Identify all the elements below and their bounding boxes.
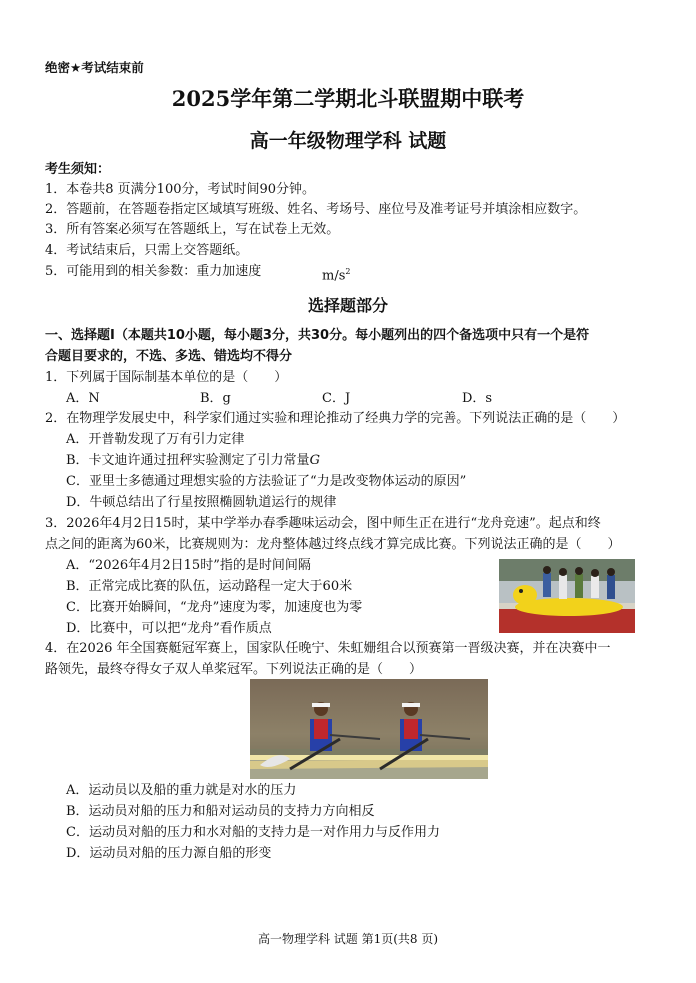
section-title: 选择题部分: [307, 296, 388, 315]
q1-option-c: C．J: [322, 391, 351, 406]
q4-option-a: A．运动员以及船的重力就是对水的压力: [66, 783, 297, 798]
q2-option-d: D．牛顿总结出了行星按照椭圆轨道运行的规律: [66, 495, 337, 510]
q1-option-b: B．g: [200, 391, 231, 406]
q1-option-d: D．s: [462, 391, 493, 406]
q4-option-c: C．运动员对船的压力和水对船的支持力是一对作用力与反作用力: [66, 825, 440, 840]
notice-item: 3．所有答案必须写在答题纸上，写在试卷上无效。: [45, 222, 340, 237]
page-footer: 高一物理学科 试题 第1页(共8 页): [257, 932, 439, 946]
notice-item: 5．可能用到的相关参数：重力加速度: [45, 264, 262, 279]
dragon-boat-photo: [499, 559, 635, 633]
question-3-stem: 点之间的距离为60米，比赛规则为：龙舟整体越过终点线才算完成比赛。下列说法正确的是（ ）: [45, 537, 621, 552]
section-intro: 合题目要求的，不选、多选、错选均不得分: [45, 349, 293, 364]
notice-item: 2．答题前，在答题卷指定区域填写班级、姓名、考场号、座位号及准考证号并填涂相应数字。: [45, 202, 587, 217]
gravitational-constant: G: [309, 453, 320, 468]
q3-option-b: B．正常完成比赛的队伍，运动路程一定大于60米: [66, 579, 353, 594]
notice-item: 1．本卷共8 页满分100分，考试时间90分钟。: [45, 182, 316, 197]
q3-option-d: D．比赛中，可以把“龙舟”看作质点: [66, 621, 272, 636]
q2-option-a: A．开普勒发现了万有引力定律: [66, 432, 245, 447]
q2-option-b: B．卡文迪许通过扭秤实验测定了引力常量G: [66, 453, 320, 468]
question-1-stem: 1．下列属于国际制基本单位的是（ ）: [45, 370, 288, 385]
q2-option-c: C．亚里士多德通过理想实验的方法验证了“力是改变物体运动的原因”: [66, 474, 467, 489]
question-4-stem: 路领先，最终夺得女子双人单桨冠军。下列说法正确的是（ ）: [45, 662, 423, 677]
confidential-label: 绝密★考试结束前: [45, 60, 144, 75]
exam-title: 2025学年第二学期北斗联盟期中联考: [171, 86, 525, 111]
q4-option-d: D．运动员对船的压力源自船的形变: [66, 846, 272, 861]
rowing-photo: [250, 679, 488, 779]
q4-option-b: B．运动员对船的压力和船对运动员的支持力方向相反: [66, 804, 375, 819]
q3-option-a: A．“2026年4月2日15时”指的是时间间隔: [66, 558, 311, 573]
notice-heading: 考生须知：: [45, 162, 111, 177]
section-intro: 一、选择题Ⅰ（本题共10小题，每小题3分，共30分。每小题列出的四个备选项中只有一个是符: [45, 328, 590, 343]
exam-subtitle: 高一年级物理学科 试题: [249, 130, 447, 152]
notice-item: 4．考试结束后，只需上交答题纸。: [45, 243, 249, 258]
question-4-stem: 4．在2026 年全国赛艇冠军赛上，国家队任晚宁、朱虹姗组合以预赛第一晋级决赛，并在决赛中一: [45, 641, 611, 656]
question-2-stem: 2．在物理学发展史中，科学家们通过实验和理论推动了经典力学的完善。下列说法正确的是（ ）: [45, 411, 626, 426]
q1-option-a: A．N: [66, 391, 100, 406]
question-3-stem: 3．2026年4月2日15时，某中学举办春季趣味运动会，图中师生正在进行“龙舟竞速”。起点和终: [45, 516, 601, 531]
q3-option-c: C．比赛开始瞬间，“龙舟”速度为零，加速度也为零: [66, 600, 363, 615]
gravity-unit: $m/s^2$: [322, 267, 351, 284]
